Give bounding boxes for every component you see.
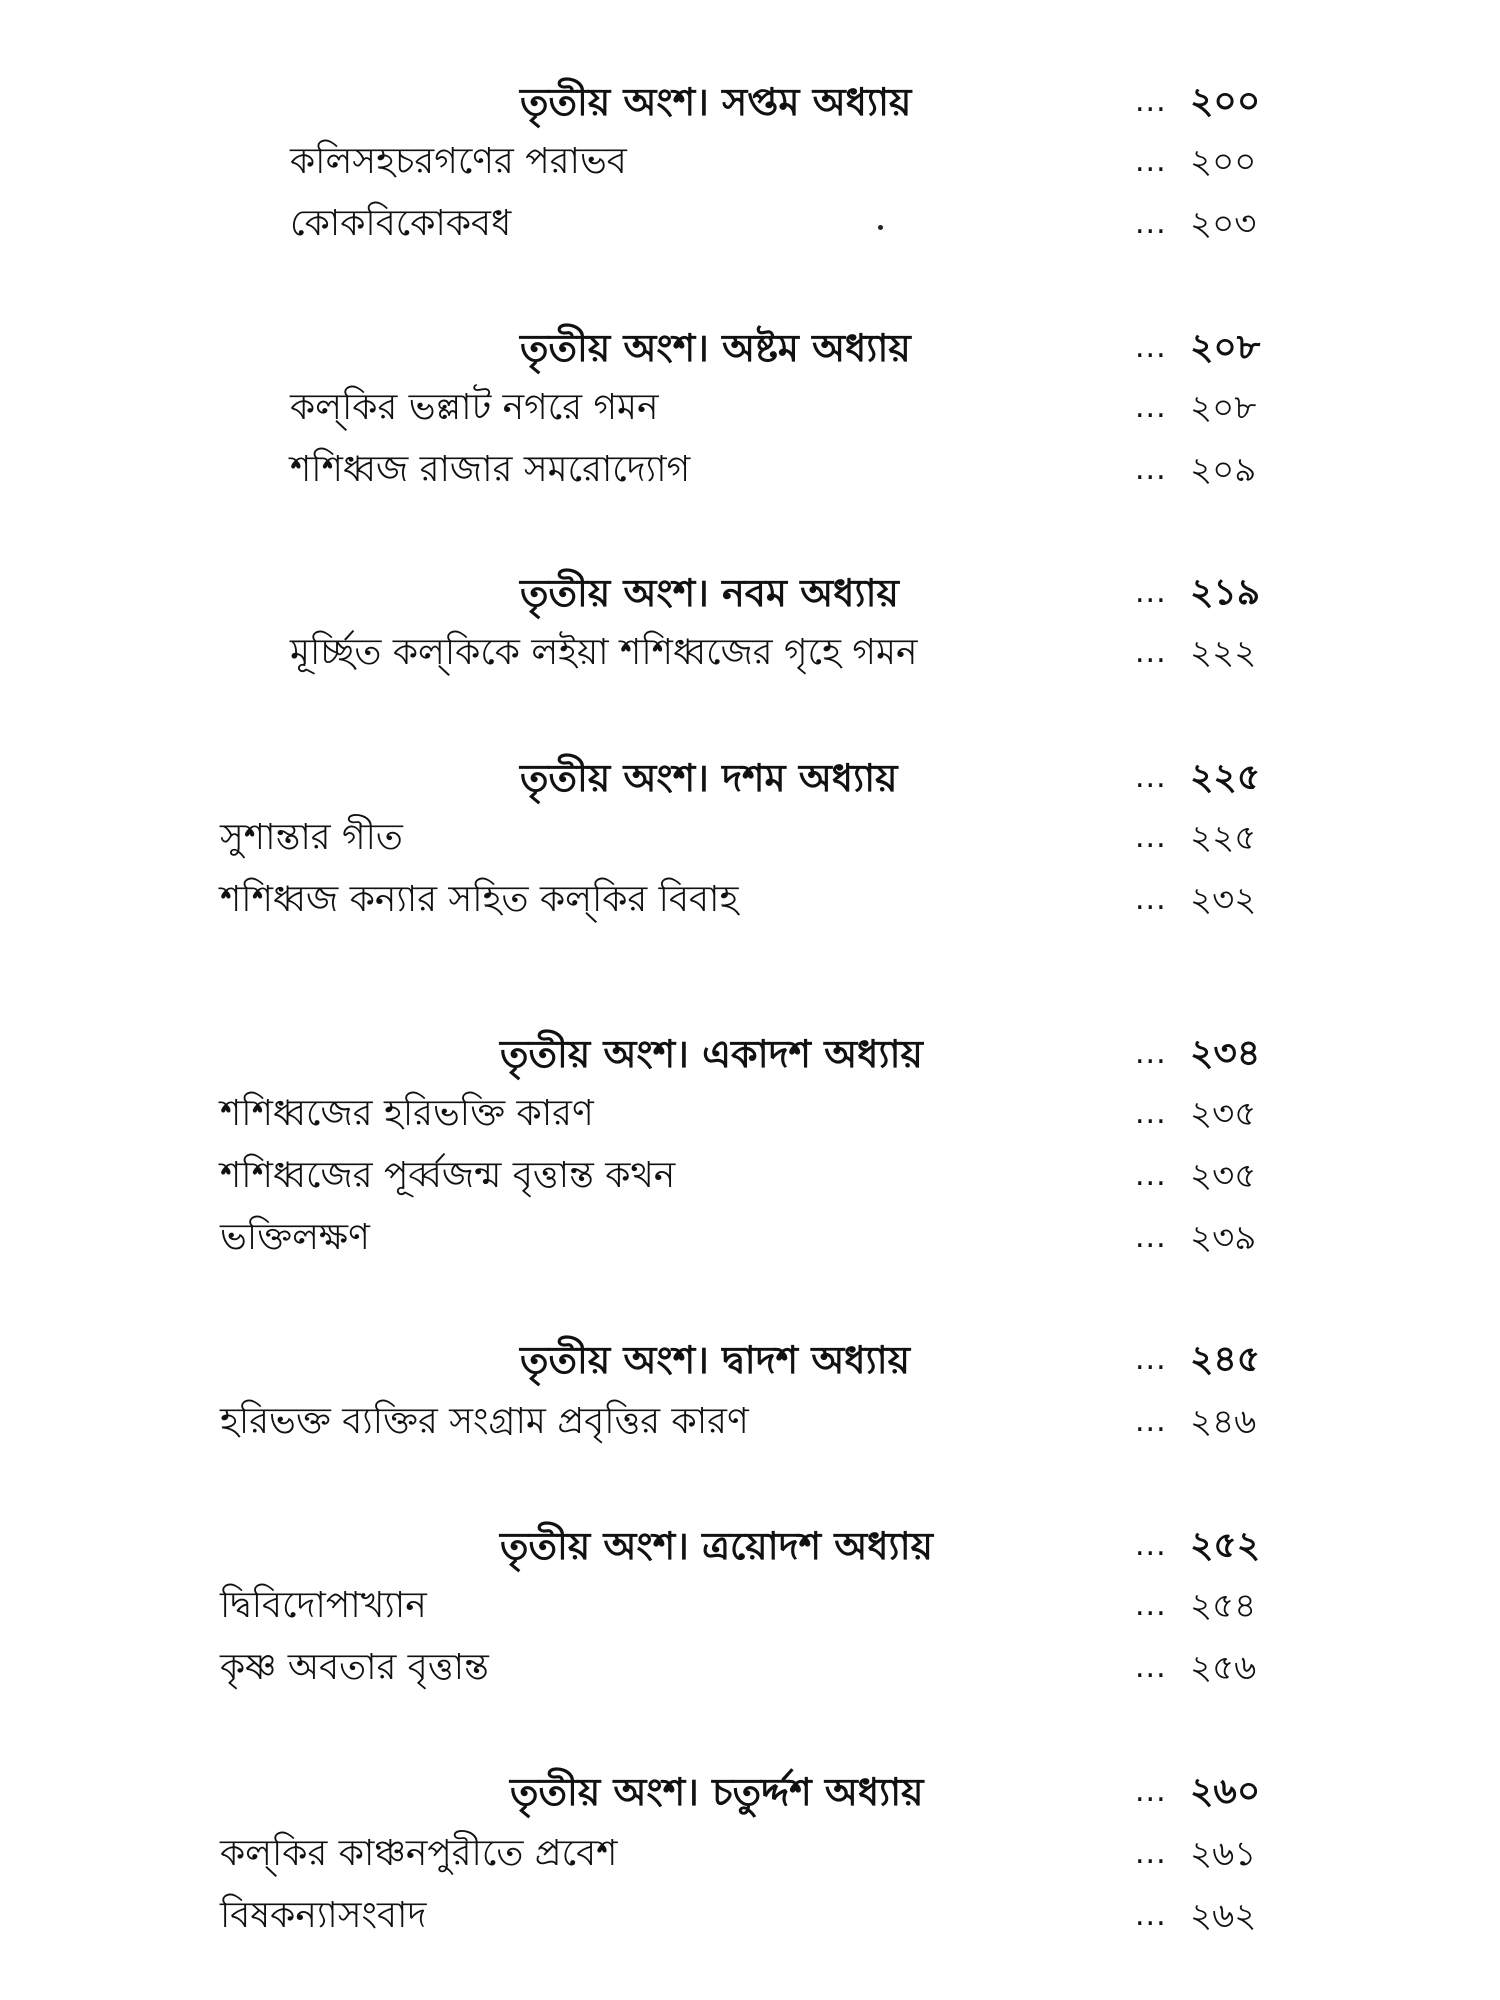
entry-title: কল্‌কির ভল্লাট নগরে গমন (290, 387, 659, 428)
page-number: ২৩৪ (1190, 1033, 1261, 1074)
leader-dots: ... (1135, 1650, 1167, 1685)
leader-dots: ... (1135, 144, 1167, 179)
section-heading (0, 750, 1500, 806)
page-number: ২১৯ (1190, 572, 1261, 613)
heading-title: তৃতীয় অংশ। অষ্টম অধ্যায় (520, 326, 911, 370)
page-number: ২০০ (1190, 81, 1261, 122)
section-heading (0, 74, 1500, 130)
leader-dots: ... (1135, 84, 1167, 119)
page-number: ২৩৫ (1190, 1094, 1257, 1134)
page-number: ২০৯ (1190, 450, 1257, 490)
print-speck (878, 225, 883, 230)
page-number: ২৬২ (1190, 1896, 1257, 1936)
page-number: ২৫৬ (1190, 1648, 1257, 1688)
toc-entry (0, 196, 1500, 252)
toc-entry (0, 1640, 1500, 1696)
leader-dots: ... (1135, 1096, 1167, 1131)
page-number: ২৫৪ (1190, 1586, 1257, 1626)
leader-dots: ... (1135, 1036, 1167, 1071)
toc-entry (0, 1148, 1500, 1204)
entry-title: শশিধ্বজ রাজার সমরোদ্যোগ (290, 449, 691, 490)
leader-dots: ... (1135, 390, 1167, 425)
leader-dots: ... (1135, 1220, 1167, 1255)
heading-title: তৃতীয় অংশ। ত্রয়োদশ অধ্যায় (500, 1524, 933, 1568)
page-number: ২০৮ (1190, 327, 1261, 368)
entry-title: কল্‌কির কাঞ্চনপুরীতে প্রবেশ (220, 1833, 618, 1874)
toc-entry (0, 1888, 1500, 1944)
leader-dots: ... (1135, 1528, 1167, 1563)
entry-title: হরিভক্ত ব্যক্তির সংগ্রাম প্রবৃত্তির কারণ (220, 1401, 749, 1442)
toc-entry (0, 625, 1500, 681)
heading-title: তৃতীয় অংশ। দ্বাদশ অধ্যায় (520, 1338, 910, 1382)
leader-dots: ... (1135, 206, 1167, 241)
entry-title: কলিসহচরগণের পরাভব (290, 141, 627, 182)
heading-title: তৃতীয় অংশ। নবম অধ্যায় (520, 571, 899, 615)
toc-entry (0, 872, 1500, 928)
page-number: ২৪৬ (1190, 1402, 1257, 1442)
toc-entry (0, 810, 1500, 866)
page-number: ২২২ (1190, 633, 1257, 673)
entry-title: কোকবিকোকবধ (290, 203, 512, 244)
heading-title: তৃতীয় অংশ। দশম অধ্যায় (520, 756, 898, 800)
toc-entry (0, 1578, 1500, 1634)
leader-dots: ... (1135, 1836, 1167, 1871)
section-heading (0, 565, 1500, 621)
page-number: ২৬০ (1190, 1771, 1261, 1812)
leader-dots: ... (1135, 760, 1167, 795)
leader-dots: ... (1135, 1342, 1167, 1377)
section-heading (0, 1764, 1500, 1820)
toc-entry (0, 442, 1500, 498)
leader-dots: ... (1135, 1588, 1167, 1623)
leader-dots: ... (1135, 1404, 1167, 1439)
toc-entry (0, 1826, 1500, 1882)
entry-title: শশিধ্বজের পূর্ব্বজন্ম বৃত্তান্ত কথন (220, 1155, 676, 1196)
leader-dots: ... (1135, 452, 1167, 487)
page-number: ২২৫ (1190, 757, 1261, 798)
page-number: ২৬১ (1190, 1834, 1257, 1874)
entry-title: শশিধ্বজের হরিভক্তি কারণ (220, 1093, 594, 1134)
entry-title: মূর্চ্ছিত কল্‌কিকে লইয়া শশিধ্বজের গৃহে গমন (290, 632, 918, 673)
entry-title: বিষকন্যাসংবাদ (220, 1895, 427, 1936)
leader-dots: ... (1135, 330, 1167, 365)
toc-entry (0, 134, 1500, 190)
toc-entry (0, 380, 1500, 436)
entry-title: সুশান্তার গীত (220, 817, 403, 858)
section-heading (0, 320, 1500, 376)
leader-dots: ... (1135, 1774, 1167, 1809)
page-number: ২৩২ (1190, 880, 1257, 920)
toc-entry (0, 1086, 1500, 1142)
leader-dots: ... (1135, 575, 1167, 610)
page-number: ২৩৫ (1190, 1156, 1257, 1196)
leader-dots: ... (1135, 820, 1167, 855)
heading-title: তৃতীয় অংশ। সপ্তম অধ্যায় (520, 80, 912, 124)
toc-entry (0, 1210, 1500, 1266)
page-number: ২৫২ (1190, 1525, 1261, 1566)
entry-title: দ্বিবিদোপাখ্যান (220, 1585, 427, 1626)
page-number: ২২৫ (1190, 818, 1257, 858)
toc-entry (0, 1394, 1500, 1450)
entry-title: ভক্তিলক্ষণ (220, 1217, 370, 1258)
leader-dots: ... (1135, 882, 1167, 917)
page-number: ২৩৯ (1190, 1218, 1257, 1258)
page-number: ২০৩ (1190, 204, 1257, 244)
section-heading (0, 1332, 1500, 1388)
leader-dots: ... (1135, 1158, 1167, 1193)
leader-dots: ... (1135, 1898, 1167, 1933)
entry-title: কৃষ্ণ অবতার বৃত্তান্ত (220, 1647, 489, 1688)
heading-title: তৃতীয় অংশ। একাদশ অধ্যায় (500, 1032, 923, 1076)
section-heading (0, 1026, 1500, 1082)
page-number: ২৪৫ (1190, 1339, 1261, 1380)
heading-title: তৃতীয় অংশ। চতুর্দ্দশ অধ্যায় (510, 1770, 924, 1814)
entry-title: শশিধ্বজ কন্যার সহিত কল্‌কির বিবাহ (220, 879, 739, 920)
leader-dots: ... (1135, 635, 1167, 670)
page-number: ২০৮ (1190, 388, 1257, 428)
section-heading (0, 1518, 1500, 1574)
page-number: ২০০ (1190, 142, 1257, 182)
